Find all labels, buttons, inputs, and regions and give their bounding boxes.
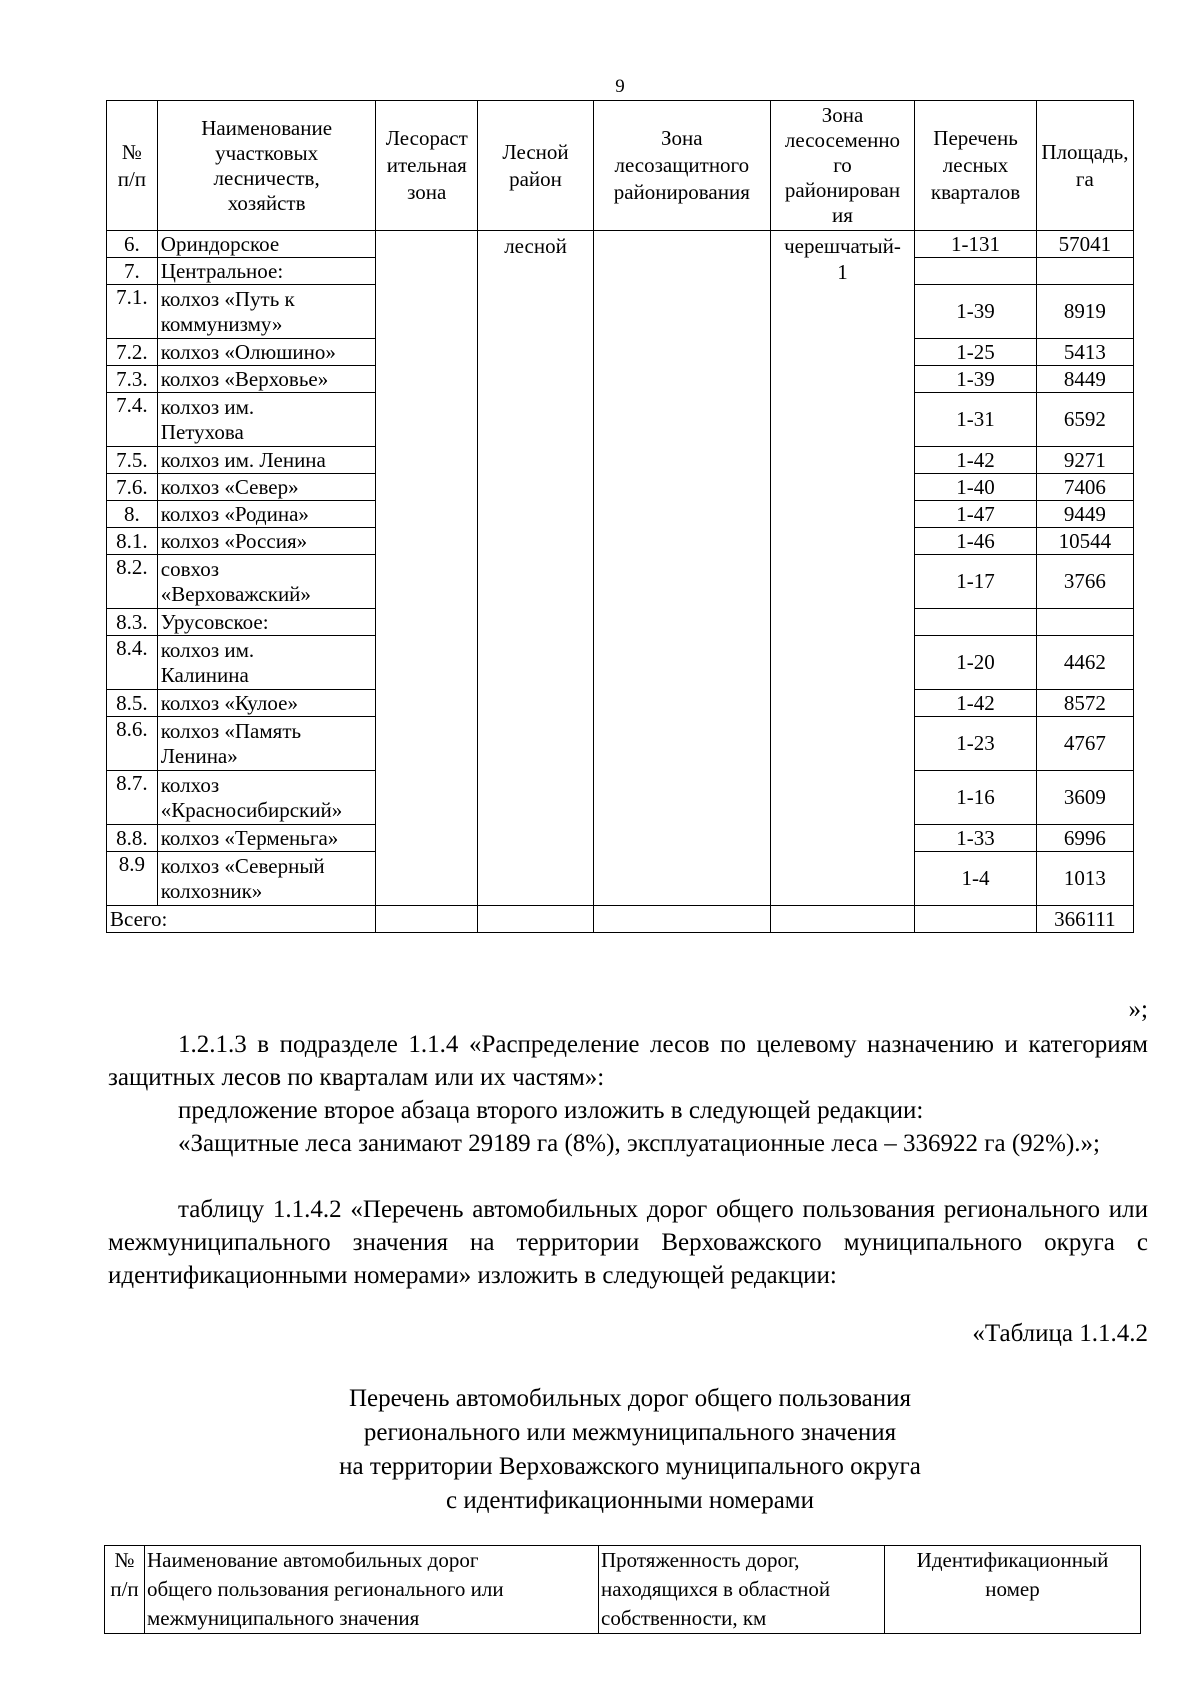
row-num: 8.5. (107, 690, 158, 717)
row-name: совхоз «Верховажский» (157, 555, 376, 609)
paragraph-1: 1.2.1.3 в подразделе 1.1.4 «Распределение лесов по целевому назначению и категориям защитных лесов по кварталам или их частям»: (108, 1031, 1148, 1091)
page-number: 9 (615, 76, 625, 97)
row-name: колхоз «Терменьга» (157, 825, 376, 852)
roads-table-header (105, 1546, 1141, 1634)
row-name: колхоз «Север» (157, 474, 376, 501)
row-quarters: 1-40 (915, 474, 1036, 501)
row-num: 6. (107, 231, 158, 258)
row-area: 9271 (1036, 447, 1133, 474)
row-num: 8.2. (107, 555, 158, 609)
paragraph-2: предложение второе абзаца второго изложить в следующей редакции: (178, 1097, 924, 1124)
row-quarters (915, 258, 1036, 285)
row-area: 4767 (1036, 717, 1133, 771)
row-num: 8.1. (107, 528, 158, 555)
header-name: Наименование участковых лесничеств, хозяйств (157, 101, 376, 231)
row-name: Центральное: (157, 258, 376, 285)
total-area: 366111 (1036, 906, 1133, 933)
row-quarters: 1-16 (915, 771, 1036, 825)
region-cell: лесной (478, 231, 594, 906)
total-empty (770, 906, 915, 933)
row-name: колхоз «Путь к коммунизму» (157, 285, 376, 339)
header-protect-zone: Зона лесозащитного районирования (593, 101, 770, 231)
row-num: 8.6. (107, 717, 158, 771)
header-num: № п/п (107, 101, 158, 231)
row-area (1036, 609, 1133, 636)
row-num: 8.3. (107, 609, 158, 636)
row-name: колхоз им. Петухова (157, 393, 376, 447)
row-area: 1013 (1036, 852, 1133, 906)
row-name: колхоз им. Калинина (157, 636, 376, 690)
header-region: Лесной район (478, 101, 594, 231)
row-area: 7406 (1036, 474, 1133, 501)
roads-title-line: регионального или межмуниципального значения (363, 1419, 897, 1446)
row-quarters: 1-39 (915, 285, 1036, 339)
row-num: 8.7. (107, 771, 158, 825)
zone-cell (376, 231, 478, 906)
row-quarters (915, 609, 1036, 636)
forest-table (106, 100, 1134, 933)
row-quarters: 1-47 (915, 501, 1036, 528)
row-quarters: 1-42 (915, 690, 1036, 717)
roads-table (104, 1545, 1141, 1634)
row-area: 10544 (1036, 528, 1133, 555)
row-num: 7.6. (107, 474, 158, 501)
row-area: 8919 (1036, 285, 1133, 339)
roads-header-length: Протяженность дорог, находящихся в областной собственности, км (599, 1546, 885, 1634)
roads-title-line: на территории Верховажского муниципального округа (339, 1453, 921, 1480)
row-quarters: 1-4 (915, 852, 1036, 906)
row-name: колхоз «Северный колхозник» (157, 852, 376, 906)
row-num: 7.5. (107, 447, 158, 474)
total-empty (376, 906, 478, 933)
row-num: 8. (107, 501, 158, 528)
table-row (107, 231, 1134, 258)
row-num: 7. (107, 258, 158, 285)
roads-title-line: Перечень автомобильных дорог общего пользования (348, 1385, 912, 1412)
header-quarters: Перечень лесных кварталов (915, 101, 1036, 231)
total-empty (915, 906, 1036, 933)
row-num: 7.2. (107, 339, 158, 366)
row-area: 57041 (1036, 231, 1133, 258)
row-quarters: 1-46 (915, 528, 1036, 555)
protect-zone-cell (593, 231, 770, 906)
row-area: 5413 (1036, 339, 1133, 366)
row-num: 8.9 (107, 852, 158, 906)
row-quarters: 1-39 (915, 366, 1036, 393)
roads-title (0, 1382, 1200, 1518)
row-area: 3766 (1036, 555, 1133, 609)
row-quarters: 1-33 (915, 825, 1036, 852)
close-quote: »; (1128, 996, 1148, 1023)
row-name: колхоз им. Ленина (157, 447, 376, 474)
total-label: Всего: (107, 906, 376, 933)
row-name: колхоз «Верховье» (157, 366, 376, 393)
paragraph-4: таблицу 1.1.4.2 «Перечень автомобильных дорог общего пользования регионального или межмуниципального значения на территории Верховажского муниципального округа с идентификационными номерами» изложить в следующей редакции: (108, 1196, 1148, 1289)
row-quarters: 1-17 (915, 555, 1036, 609)
roads-title-line: с идентификационными номерами (445, 1487, 815, 1514)
total-empty (478, 906, 594, 933)
roads-header-name: Наименование автомобильных дорог общего пользования регионального или межмуниципального значения (145, 1546, 599, 1634)
row-num: 8.8. (107, 825, 158, 852)
row-area: 9449 (1036, 501, 1133, 528)
row-name: колхоз «Красносибирский» (157, 771, 376, 825)
forest-table-header (107, 101, 1134, 231)
row-name: колхоз «Кулое» (157, 690, 376, 717)
row-area: 4462 (1036, 636, 1133, 690)
row-quarters: 1-31 (915, 393, 1036, 447)
row-name: Урусовское: (157, 609, 376, 636)
row-name: Ориндорское (157, 231, 376, 258)
row-quarters: 1-23 (915, 717, 1036, 771)
header-area: Площадь, га (1036, 101, 1133, 231)
row-quarters: 1-131 (915, 231, 1036, 258)
total-empty (593, 906, 770, 933)
row-name: колхоз «Олюшино» (157, 339, 376, 366)
header-zone: Лесораст ительная зона (376, 101, 478, 231)
row-area: 3609 (1036, 771, 1133, 825)
row-name: колхоз «Память Ленина» (157, 717, 376, 771)
row-area: 8449 (1036, 366, 1133, 393)
total-row (107, 906, 1134, 933)
row-num: 7.4. (107, 393, 158, 447)
table-caption: «Таблица 1.1.4.2 (972, 1320, 1148, 1347)
row-quarters: 1-25 (915, 339, 1036, 366)
seed-zone-cell: черешчатый- 1 (770, 231, 915, 906)
row-area: 8572 (1036, 690, 1133, 717)
row-name: колхоз «Россия» (157, 528, 376, 555)
paragraph-3: «Защитные леса занимают 29189 га (8%), эксплуатационные леса – 336922 га (92%).»; (178, 1130, 1100, 1157)
row-name: колхоз «Родина» (157, 501, 376, 528)
row-num: 8.4. (107, 636, 158, 690)
row-area (1036, 258, 1133, 285)
row-quarters: 1-42 (915, 447, 1036, 474)
header-seed-zone: Зона лесосеменно го районирован ия (770, 101, 915, 231)
row-num: 7.3. (107, 366, 158, 393)
roads-header-num: № п/п (105, 1546, 145, 1634)
row-quarters: 1-20 (915, 636, 1036, 690)
roads-header-id: Идентификационный номер (885, 1546, 1141, 1634)
row-num: 7.1. (107, 285, 158, 339)
row-area: 6592 (1036, 393, 1133, 447)
row-area: 6996 (1036, 825, 1133, 852)
